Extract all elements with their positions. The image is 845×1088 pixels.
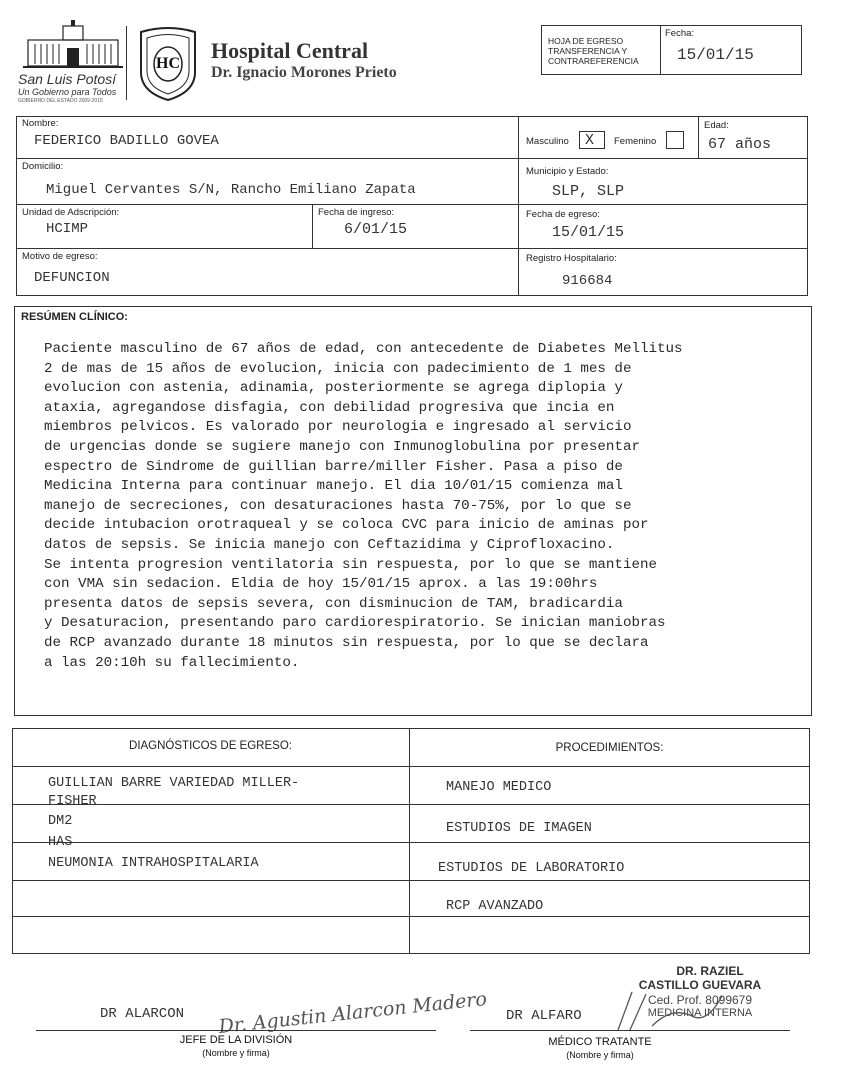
resumen-line: Medicina Interna para continuar manejo. El dia 10/01/15 comienza mal bbox=[44, 478, 623, 495]
resumen-line: miembros pelvicos. Es valorado por neurologia e ingresado al servicio bbox=[44, 419, 632, 436]
masculino-mark: X bbox=[585, 132, 595, 149]
medico-name: DR ALFARO bbox=[506, 1008, 582, 1024]
medico-signature-scribble-icon bbox=[612, 986, 732, 1036]
nombre-label: Nombre: bbox=[22, 118, 59, 129]
procedimientos-header: PROCEDIMIENTOS: bbox=[555, 742, 664, 754]
resumen-line: a las 20:10h su fallecimiento. bbox=[44, 654, 300, 671]
col-line-ingreso bbox=[312, 204, 313, 248]
state-name: San Luis Potosí bbox=[18, 71, 117, 87]
diagnostico-item: DM2 bbox=[48, 814, 73, 829]
stamp-line: Ced. Prof. 8099679 bbox=[647, 993, 753, 1007]
fecha-label: Fecha: bbox=[665, 28, 695, 39]
egreso-label: Fecha de egreso: bbox=[526, 209, 600, 220]
hospital-emblem-text: HC bbox=[156, 55, 180, 72]
edad-label: Edad: bbox=[704, 120, 729, 131]
municipio-label: Municipio y Estado: bbox=[526, 166, 609, 177]
doc-type-line-2: TRANSFERENCIA Y bbox=[548, 46, 628, 56]
ingreso-label: Fecha de ingreso: bbox=[318, 207, 395, 218]
procedimiento-item: ESTUDIOS DE IMAGEN bbox=[446, 821, 592, 836]
unidad-label: Unidad de Adscripción: bbox=[22, 207, 120, 218]
diagnostico-item: GUILLIAN BARRE VARIEDAD MILLER- bbox=[48, 776, 300, 791]
table-row-line bbox=[12, 804, 810, 805]
masculino-label: Masculino bbox=[526, 136, 569, 147]
state-period: GOBIERNO DEL ESTADO 2009-2015 bbox=[18, 98, 103, 104]
medico-title: MÉDICO TRATANTE bbox=[548, 1036, 652, 1048]
motivo-value: DEFUNCION bbox=[34, 270, 110, 286]
col-line-age bbox=[698, 116, 699, 158]
resumen-line: Se intenta progresion ventilatoria sin respuesta, por lo que se mantiene bbox=[44, 556, 657, 573]
stamp-line: MEDICINA INTERNA bbox=[647, 1007, 753, 1019]
unidad-value: HCIMP bbox=[46, 221, 89, 237]
resumen-line: de RCP avanzado durante 18 minutos sin respuesta, por lo que se declara bbox=[44, 634, 649, 651]
ingreso-value: 6/01/15 bbox=[344, 221, 408, 238]
egreso-value: 15/01/15 bbox=[552, 224, 625, 241]
resumen-line: de urgencias donde se sugiere manejo con Inmunoglobulina por presentar bbox=[44, 438, 640, 455]
doc-type-divider bbox=[660, 25, 661, 75]
registro-label: Registro Hospitalario: bbox=[526, 253, 617, 264]
state-logo bbox=[18, 18, 128, 104]
col-line-right bbox=[518, 116, 519, 296]
femenino-checkbox[interactable] bbox=[666, 131, 684, 149]
row-line-3 bbox=[16, 248, 808, 249]
resumen-line: presenta datos de sepsis severa, con disminucion de TAM, bradicardia bbox=[44, 595, 623, 612]
medico-sub: (Nombre y firma) bbox=[566, 1050, 634, 1060]
nombre-value: FEDERICO BADILLO GOVEA bbox=[34, 133, 219, 149]
table-row-line bbox=[12, 766, 810, 767]
hospital-emblem bbox=[137, 26, 199, 102]
state-slogan: Un Gobierno para Todos bbox=[18, 87, 117, 97]
table-row-line bbox=[12, 842, 810, 843]
procedimiento-item: ESTUDIOS DE LABORATORIO bbox=[438, 861, 625, 876]
jefe-sub: (Nombre y firma) bbox=[202, 1048, 270, 1058]
logo-divider bbox=[126, 26, 127, 100]
hospital-name: Hospital Central bbox=[211, 38, 369, 63]
resumen-text bbox=[44, 340, 683, 673]
row-line-2 bbox=[16, 204, 808, 205]
resumen-line: decide intubacion orotraqueal y se coloca CVC para inicio de aminas por bbox=[44, 517, 649, 534]
domicilio-value: Miguel Cervantes S/N, Rancho Emiliano Zapata bbox=[46, 182, 416, 198]
signature-line bbox=[470, 1030, 790, 1031]
procedimiento-item: RCP AVANZADO bbox=[446, 899, 544, 914]
resumen-line: evolucion con astenia, adinamia, posteriormente se agrega diplopia y bbox=[44, 380, 623, 397]
procedimiento-item: MANEJO MEDICO bbox=[446, 780, 552, 795]
diagnosticos-header: DIAGNÓSTICOS DE EGRESO: bbox=[129, 740, 292, 752]
signature-line bbox=[36, 1030, 436, 1031]
municipio-value: SLP, SLP bbox=[552, 183, 625, 200]
jefe-name: DR ALARCON bbox=[100, 1006, 185, 1022]
diagnostico-item: HAS bbox=[48, 835, 73, 850]
resumen-line: espectro de Sindrome de guillian barre/miller Fisher. Pasa a piso de bbox=[44, 458, 623, 475]
resumen-line: con VMA sin sedacion. Eldia de hoy 15/01/15 aprox. a las 19:00hrs bbox=[44, 576, 598, 593]
stamp-line: DR. RAZIEL bbox=[676, 964, 744, 978]
domicilio-label: Domicilio: bbox=[22, 161, 64, 172]
resumen-label: RESÚMEN CLÍNICO: bbox=[21, 311, 128, 323]
femenino-label: Femenino bbox=[614, 136, 657, 147]
jefe-signature: Dr. Agustin Alarcon Madero bbox=[217, 987, 488, 1039]
row-line-1 bbox=[16, 158, 808, 159]
hospital-subtitle: Dr. Ignacio Morones Prieto bbox=[211, 64, 397, 81]
government-building-icon bbox=[23, 18, 123, 70]
stamp-line: CASTILLO GUEVARA bbox=[638, 978, 762, 992]
resumen-line: manejo de secreciones, con desaturaciones hasta 70-75%, por lo que se bbox=[44, 497, 632, 514]
edad-value: 67 años bbox=[708, 136, 772, 153]
diagnostico-item: FISHER bbox=[48, 794, 97, 809]
resumen-line: datos de sepsis. Se inicia manejo con Ceftazidima y Ciprofloxacino. bbox=[44, 536, 615, 553]
table-row-line bbox=[12, 880, 810, 881]
diagnosticos-procedimientos-table bbox=[12, 728, 810, 954]
doc-type-line-3: CONTRAREFERENCIA bbox=[548, 56, 639, 66]
diagnostico-item: NEUMONIA INTRAHOSPITALARIA bbox=[48, 856, 259, 871]
motivo-label: Motivo de egreso: bbox=[22, 251, 98, 262]
resumen-line: 2 de mas de 15 años de evolucion, inicia con padecimiento de 1 mes de bbox=[44, 360, 632, 377]
resumen-line: ataxia, agregandose disfagia, con debilidad progresiva que incia en bbox=[44, 399, 615, 416]
diag-proc-divider bbox=[409, 728, 410, 954]
doc-type-line-1: HOJA DE EGRESO bbox=[548, 36, 624, 46]
resumen-line: Paciente masculino de 67 años de edad, con antecedente de Diabetes Mellitus bbox=[44, 341, 683, 357]
table-row-line bbox=[12, 916, 810, 917]
fecha-value: 15/01/15 bbox=[677, 46, 754, 64]
resumen-line: y Desaturacion, presentando paro cardiorespiratorio. Se inician maniobras bbox=[44, 615, 666, 632]
registro-value: 916684 bbox=[562, 273, 613, 289]
jefe-title: JEFE DE LA DIVISIÓN bbox=[179, 1034, 293, 1046]
